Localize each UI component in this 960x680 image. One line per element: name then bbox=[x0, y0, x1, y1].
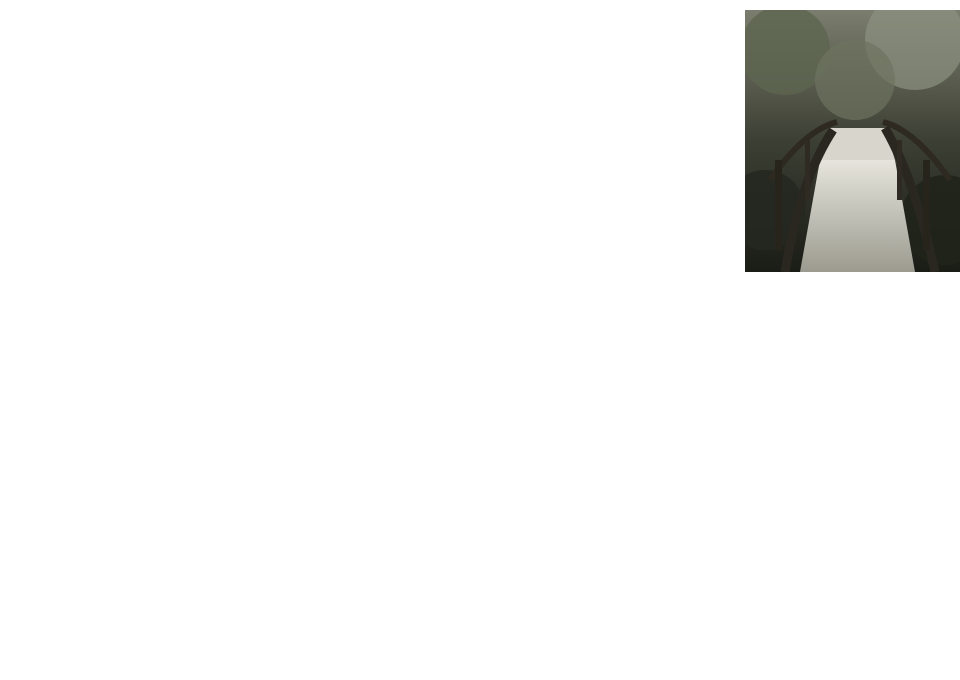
bridge-photo-image bbox=[745, 10, 960, 272]
bridge-photo bbox=[745, 10, 960, 272]
